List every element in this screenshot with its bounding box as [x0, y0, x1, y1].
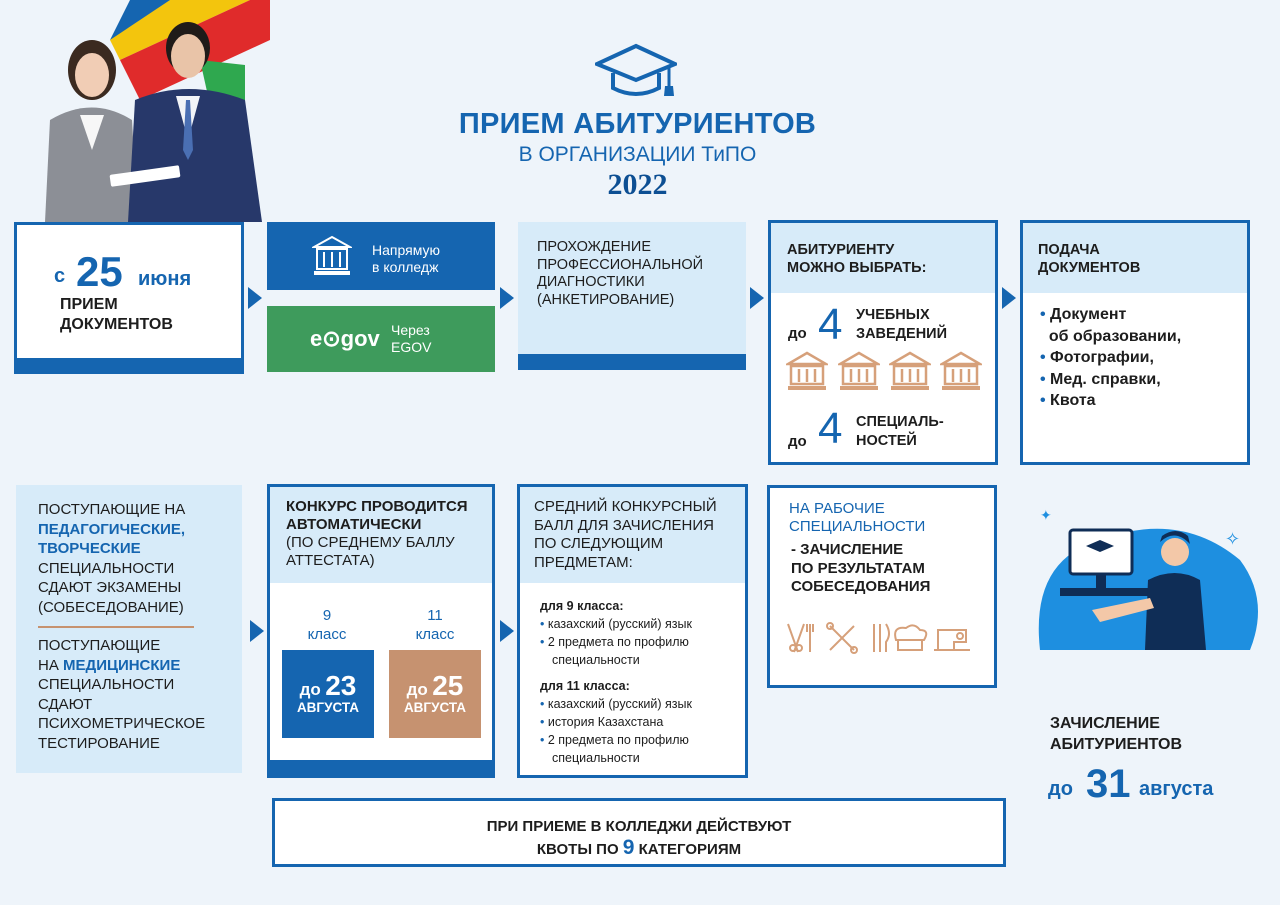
svg-text:✦: ✦ [1040, 507, 1052, 523]
svg-text:✧: ✧ [1225, 529, 1241, 549]
start-day: 25 [76, 248, 123, 295]
arrow-right-icon [250, 620, 264, 642]
apply-direct-line1: Напрямую [372, 242, 440, 258]
deadline-9-day: 23 [325, 670, 357, 701]
contest-l4: АТТЕСТАТА) [286, 552, 375, 569]
list-item-cont: специальности [552, 751, 640, 765]
egov-logo: e⊙gov [310, 326, 380, 351]
start-line2: ДОКУМЕНТОВ [60, 316, 173, 333]
grade-11-label [389, 606, 481, 644]
choice-num2: 4 [818, 404, 843, 453]
quota-line2b: КАТЕГОРИЯМ [634, 841, 742, 858]
list-item: • Фотографии, [1040, 347, 1181, 369]
exams-b2a: НА [38, 656, 64, 674]
list-item: • казахский (русский) язык [540, 615, 692, 633]
exams-medical-text [38, 636, 205, 753]
subjects-9-heading: для 9 класса: [540, 599, 624, 613]
quota-line2a: КВОТЫ ПО [536, 841, 623, 858]
grade-9-label [282, 606, 372, 644]
choice-do1: до [788, 325, 807, 342]
enrollment-text [1050, 713, 1182, 755]
work-b2: ПО РЕЗУЛЬТАТАМ [791, 559, 925, 577]
documents-title [1038, 241, 1140, 277]
grade-9-word: класс [307, 626, 347, 643]
diagnostics-text [537, 239, 703, 309]
choice-num1: 4 [818, 300, 843, 349]
apply-direct-line2: в колледж [372, 259, 439, 275]
enroll-day: 31 [1086, 762, 1131, 806]
work-b1: - ЗАЧИСЛЕНИЕ [791, 541, 904, 558]
choice-text2b: НОСТЕЙ [856, 433, 917, 449]
graduation-cap-icon [595, 40, 677, 100]
apply-egov-line1: Через [391, 322, 430, 338]
divider [38, 626, 194, 628]
choice-title-line2: МОЖНО ВЫБРАТЬ: [787, 260, 927, 276]
apply-egov-text [391, 322, 431, 356]
documents-list [1040, 304, 1181, 412]
exams-a5: СДАЮТ ЭКЗАМЕНЫ [38, 579, 182, 596]
list-item: • 2 предмета по профилю [540, 633, 692, 651]
arrow-right-icon [500, 287, 514, 309]
college-building-icon [312, 235, 352, 277]
page-year: 2022 [607, 168, 668, 201]
choice-title-line1: АБИТУРИЕНТУ [787, 242, 895, 258]
avg-l1: СРЕДНИЙ КОНКУРСНЫЙ [534, 498, 717, 515]
quota-banner [272, 798, 1006, 867]
avg-l3: ПО СЛЕДУЮЩИМ [534, 535, 664, 552]
diagnostics-line1: ПРОХОЖДЕНИЕ [537, 239, 651, 255]
hero-photo [0, 0, 300, 222]
college-building-icon [889, 350, 931, 392]
quota-count: 9 [622, 836, 635, 859]
list-item-cont: специальности [552, 653, 640, 667]
avg-l2: БАЛЛ ДЛЯ ЗАЧИСЛЕНИЯ [534, 516, 715, 534]
enroll-month: августа [1139, 778, 1214, 800]
arrow-right-icon [750, 287, 764, 309]
deadline-9-month: АВГУСТА [296, 700, 360, 715]
deadline-11-month: АВГУСТА [403, 700, 467, 715]
contest-l3: (ПО СРЕДНЕМУ БАЛЛУ [286, 534, 455, 551]
exams-b5: ПСИХОМЕТРИЧЕСКОЕ [38, 715, 206, 732]
exams-a6: (СОБЕСЕДОВАНИЕ) [38, 598, 184, 616]
apply-egov-line2: EGOV [391, 339, 432, 355]
exams-b1: ПОСТУПАЮЩИЕ [38, 637, 161, 654]
diagnostics-line4: (АНКЕТИРОВАНИЕ) [537, 291, 675, 308]
list-item: • история Казахстана [540, 713, 692, 731]
work-a1: НА РАБОЧИЕ [789, 500, 885, 517]
contest-l1: КОНКУРС ПРОВОДИТСЯ [286, 498, 468, 515]
subjects-11-heading: для 11 класса: [540, 679, 630, 693]
start-caption [60, 295, 173, 335]
diagnostics-line2: ПРОФЕССИОНАЛЬНОЙ [537, 256, 704, 273]
deadline-11-day: 25 [432, 670, 464, 701]
arrow-right-icon [248, 287, 262, 309]
avg-score-text [534, 498, 717, 572]
diagnostics-line3: ДИАГНОСТИКИ [537, 274, 645, 290]
list-item: • 2 предмета по профилю [540, 731, 692, 749]
exams-b4: СДАЮТ [38, 695, 93, 713]
exams-a4: СПЕЦИАЛЬНОСТИ [38, 559, 175, 577]
arrow-right-icon [1002, 287, 1016, 309]
quota-line1: ПРИ ПРИЕМЕ В КОЛЛЕДЖИ ДЕЙСТВУЮТ [486, 818, 792, 835]
exams-a1: ПОСТУПАЮЩИЕ НА [38, 501, 186, 518]
grade-11-num: 11 [427, 607, 443, 624]
deadline-9-do: до [299, 680, 321, 699]
choice-text1a: УЧЕБНЫХ [856, 307, 930, 323]
documents-title-line1: ПОДАЧА [1038, 242, 1100, 258]
grade-11-word: класс [415, 626, 455, 643]
start-line1: ПРИЕМ [60, 296, 118, 313]
choice-text2 [856, 413, 944, 451]
student-computer-illustration [1030, 500, 1270, 660]
college-building-icon [838, 350, 880, 392]
page-subtitle: В ОРГАНИЗАЦИИ ТиПО [518, 143, 757, 166]
apply-direct-text [372, 242, 440, 276]
trade-tools-icons [784, 620, 974, 656]
list-item: • Квота [1040, 390, 1181, 412]
working-specialties-title [789, 500, 925, 536]
choice-title [787, 241, 926, 277]
choice-do2: до [788, 433, 807, 450]
choice-text1b: ЗАВЕДЕНИЙ [856, 326, 948, 342]
enroll-do: до [1048, 778, 1073, 800]
list-item: • Мед. справки, [1040, 369, 1181, 391]
list-item: об образовании, [1048, 327, 1182, 345]
exams-a2: ПЕДАГОГИЧЕСКИЕ, [38, 520, 186, 538]
deadline-9-badge [282, 650, 374, 738]
apply-egov-card [267, 306, 495, 372]
college-building-icon [940, 350, 982, 392]
arrow-right-icon [500, 620, 514, 642]
contest-text [286, 498, 468, 570]
exams-b3: СПЕЦИАЛЬНОСТИ [38, 676, 175, 693]
contest-l2: АВТОМАТИЧЕСКИ [286, 516, 422, 533]
college-building-icon [786, 350, 828, 392]
list-item: • Документ [1040, 304, 1181, 326]
start-month: июня [138, 268, 192, 290]
start-from: с [54, 265, 66, 287]
subjects-list [540, 597, 692, 767]
exams-b2b: МЕДИЦИНСКИЕ [63, 656, 181, 674]
deadline-11-do: до [406, 680, 428, 699]
exams-creative-text [38, 500, 185, 617]
list-item: • казахский (русский) язык [540, 695, 692, 713]
choice-text2a: СПЕЦИАЛЬ- [856, 414, 944, 430]
work-a2: СПЕЦИАЛЬНОСТИ [789, 518, 926, 535]
enroll-l1: ЗАЧИСЛЕНИЕ [1050, 715, 1160, 732]
working-specialties-text [791, 541, 930, 597]
exams-b6: ТЕСТИРОВАНИЕ [38, 734, 160, 752]
deadline-11-badge [389, 650, 481, 738]
work-b3: СОБЕСЕДОВАНИЯ [791, 578, 931, 595]
exams-a3: ТВОРЧЕСКИЕ [38, 540, 141, 557]
avg-l4: ПРЕДМЕТАМ: [534, 553, 633, 571]
page-title: ПРИЕМ АБИТУРИЕНТОВ [458, 108, 817, 140]
enroll-l2: АБИТУРИЕНТОВ [1050, 736, 1183, 753]
documents-title-line2: ДОКУМЕНТОВ [1038, 260, 1141, 276]
grade-9-num: 9 [322, 607, 332, 624]
choice-text1 [856, 306, 947, 344]
